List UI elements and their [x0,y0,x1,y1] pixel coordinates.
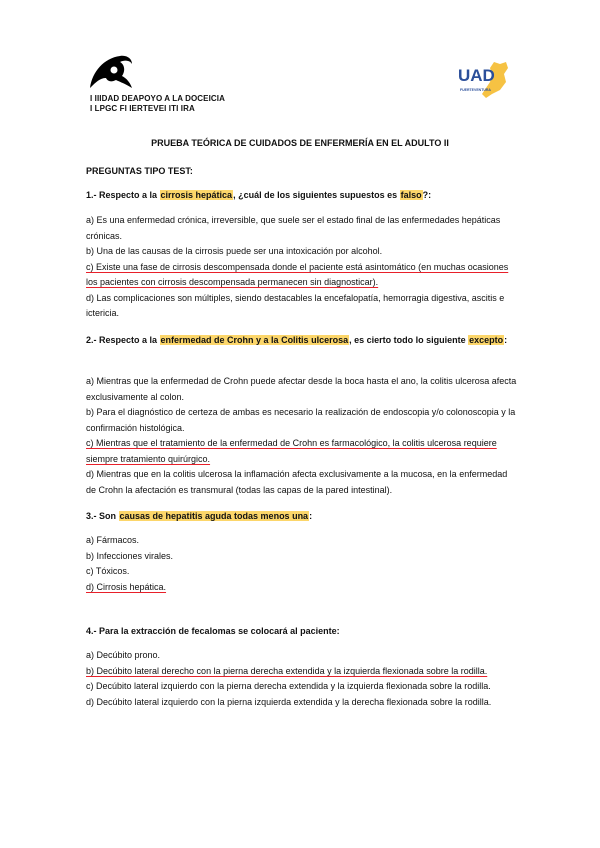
question-3-post: : [309,511,313,521]
q4-option-b-correct: b) Decúbito lateral derecho con la pierna derecha extendida y la izquierda flexionada sobre la rodilla. [86,665,488,676]
question-2-mid: , es cierto todo lo siguiente [349,335,469,345]
q4-option-d: d) Decúbito lateral izquierdo con la pierna izquierda extendida y la derecha flexionada sobre la rodilla. [86,696,492,707]
question-2 [86,332,518,348]
q3-option-c: c) Tóxicos. [86,566,130,576]
q4-option-c: c) Decúbito lateral izquierdo con la pierna derecha extendida y la izquierda flexionada sobre la rodilla. [86,681,491,691]
question-2-post: : [504,335,508,345]
document-title: PRUEBA TEÓRICA DE CUIDADOS DE ENFERMERÍA EN EL ADULTO II [151,138,449,148]
section-heading: PREGUNTAS TIPO TEST: [86,166,193,176]
q2-option-a: a) Mientras que la enfermedad de Crohn puede afectar desde la boca hasta el ano, la colitis ulcerosa afecta exclusivamente al colon. [86,376,517,402]
q3-option-b: b) Infecciones virales. [86,550,174,561]
question-3-pre: 3.- Son [86,511,119,521]
question-1-post: ?: [422,190,432,200]
question-1-pre: 1.- Respecto a la [86,190,160,200]
question-3 [86,508,518,524]
q2-option-c-correct: c) Mientras que el tratamiento de la enfermedad de Crohn es farmacológico, la colitis ulcerosa requiere siempre tratamiento quirúrgico. [86,438,497,464]
q1-option-c-correct: c) Existe una fase de cirrosis descompensada donde el paciente está asintomático (en muchas ocasiones los pacientes con cirrosis descompensada permanecen sin diagnosticar). [86,261,509,287]
q2-option-b: b) Para el diagnóstico de certeza de ambas es necesario la realización de endoscopia y/o colonoscopia y la confirmación histológica. [86,407,516,433]
uad-logo-text: UAD [458,66,495,85]
header-left-text [90,94,225,114]
question-1-mid: , ¿cuál de los siguientes supuestos es [233,190,400,200]
ulpgc-logo-icon [86,52,134,90]
uad-logo-subtext: FUERTEVENTURA [460,88,491,92]
question-1-highlight-2: falso [400,190,422,200]
q1-option-b: b) Una de las causas de la cirrosis puede ser una intoxicación por alcohol. [86,246,383,256]
q4-option-a: a) Decúbito prono. [86,650,161,660]
question-2-highlight-2: excepto [469,335,504,345]
q3-option-d-correct: d) Cirrosis hepática. [86,581,167,592]
question-1-highlight-1: cirrosis hepática [160,190,233,200]
header-line-2: I LPGC FI IERTEVEI ITI IRA [90,104,195,113]
question-2-options [86,374,518,498]
q1-option-d: d) Las complicaciones son múltiples, siendo destacables la encefalopatía, hemorragia digestiva, ascitis e ictericia. [86,292,505,318]
q3-option-a: a) Fármacos. [86,535,140,545]
header-line-1: I IIIDAD DEAPOYO A LA DOCEICIA [90,94,226,103]
question-4-options [86,648,518,710]
question-3-options [86,533,518,595]
question-2-pre: 2.- Respecto a la [86,335,160,345]
question-4: 4.- Para la extracción de fecalomas se colocará al paciente: [86,626,340,636]
question-2-highlight-1: enfermedad de Crohn y a la Colitis ulcerosa [160,335,349,345]
q2-option-d: d) Mientras que en la colitis ulcerosa la inflamación afecta exclusivamente a la mucosa, en la enfermedad de Crohn la afectación es transmural (todas las capas de la pared intestinal). [86,469,508,495]
question-1 [86,187,518,203]
ulpgc-logo [86,52,134,90]
question-1-options [86,213,518,322]
q1-option-a: a) Es una enfermedad crónica, irreversible, que suele ser el estado final de las enfermedades hepáticas crónicas. [86,215,501,241]
uad-logo [456,60,516,102]
question-3-highlight: causas de hepatitis aguda todas menos una [119,511,309,521]
